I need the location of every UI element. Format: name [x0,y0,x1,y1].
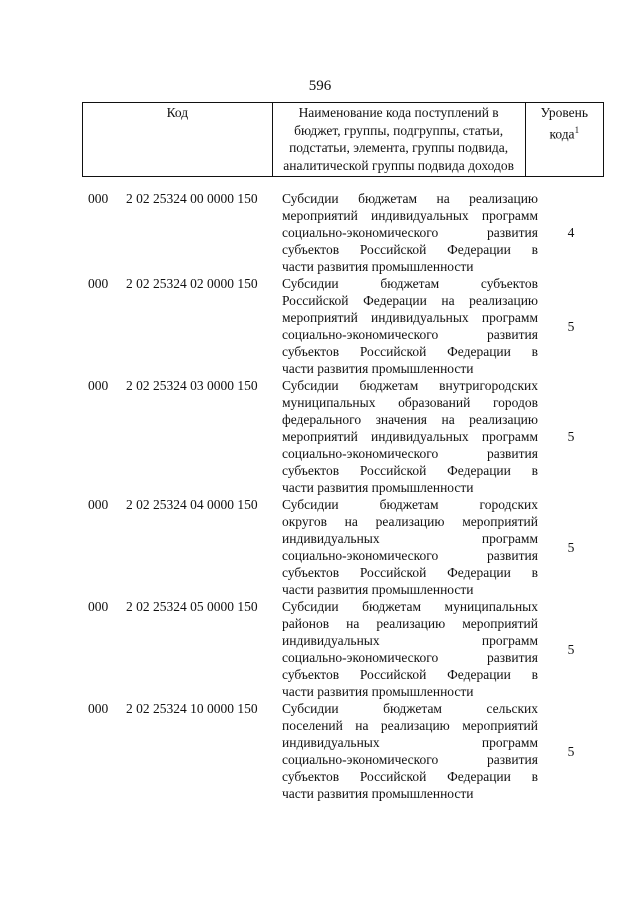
code-level: 5 [567,318,575,334]
income-name-line: муниципальных образований городов [282,395,538,410]
income-name-line: социально-экономического развития [282,225,538,240]
income-name-line: субъектов Российской Федерации в [282,565,538,580]
income-name-line: социально-экономического развития [282,548,538,563]
income-name-line: социально-экономического развития [282,752,538,767]
code-level: 5 [567,641,575,657]
admin-code: 000 [88,378,109,393]
income-name-line: части развития промышленности [282,361,474,376]
income-name-line: части развития промышленности [282,786,474,801]
income-name [282,700,538,802]
income-code: 2 02 25324 03 0000 150 [126,378,258,393]
admin-code: 000 [88,701,109,716]
income-name-line: Субсидии бюджетам сельских [282,701,538,716]
income-name-line: индивидуальных программ [282,633,538,648]
code-level: 5 [567,429,575,444]
header-name-line: Наименование кода поступлений в [298,105,499,120]
income-name-line: Субсидии бюджетам муниципальных [282,599,538,614]
income-name [282,377,538,496]
income-name-line: индивидуальных программ [282,531,538,546]
table-body [88,190,604,802]
income-name-line: федерального значения на реализацию [282,412,538,427]
income-code: 2 02 25324 10 0000 150 [126,701,258,716]
income-name-line: субъектов Российской Федерации в [282,463,538,478]
income-name-line: части развития промышленности [282,480,474,495]
header-name-line: бюджет, группы, подгруппы, статьи, [294,122,504,138]
income-name-line: социально-экономического развития [282,446,538,461]
income-name [282,275,538,377]
income-name-line: части развития промышленности [282,684,474,699]
income-name-line: субъектов Российской Федерации в [282,769,538,784]
income-name-line: районов на реализацию мероприятий [282,616,538,631]
admin-code: 000 [88,191,109,206]
header-level [525,103,603,177]
income-name-line: социально-экономического развития [282,327,538,342]
footnote-marker: 1 [574,124,580,135]
income-name-line: Российской Федерации на реализацию [282,293,538,308]
income-code: 2 02 25324 02 0000 150 [126,276,258,291]
table-row [88,275,604,377]
page-number: 596 [308,78,332,94]
header-code: Код [83,103,273,177]
income-name-line: субъектов Российской Федерации в [282,344,538,359]
income-code: 2 02 25324 04 0000 150 [126,497,258,512]
table-row [88,496,604,598]
income-name-line: поселений на реализацию мероприятий [282,718,538,733]
header-level-line2 [529,122,600,143]
header-name-line: подстатьи, элемента, группы подвида, [289,140,509,155]
income-name-line: мероприятий индивидуальных программ [282,208,538,223]
income-name-line: части развития промышленности [282,259,474,274]
table-header [82,102,604,177]
income-name-line: индивидуальных программ [282,735,538,750]
income-name-line: субъектов Российской Федерации в [282,242,538,257]
header-name [272,103,525,177]
income-name [282,496,538,598]
table-row [88,190,604,275]
header-name-line: аналитической группы подвида доходов [283,157,514,173]
income-name-line: части развития промышленности [282,582,474,597]
admin-code: 000 [88,497,109,512]
income-name [282,598,538,700]
income-name-line: социально-экономического развития [282,650,538,665]
income-name-line: мероприятий индивидуальных программ [282,310,538,325]
income-name-line: мероприятий индивидуальных программ [282,429,538,444]
income-code: 2 02 25324 00 0000 150 [126,191,258,206]
income-name-line: субъектов Российской Федерации в [282,667,538,682]
code-level: 5 [567,539,575,555]
income-name-line: Субсидии бюджетам субъектов [282,276,538,291]
table-row [88,598,604,700]
code-level: 4 [567,225,575,240]
table-row [88,700,604,802]
income-name [282,190,538,275]
income-name-line: Субсидии бюджетам внутригородских [282,378,538,393]
table-row [88,377,604,496]
admin-code: 000 [88,276,109,291]
income-name-line: Субсидии бюджетам городских [282,497,538,512]
code-level: 5 [567,743,575,759]
income-name-line: Субсидии бюджетам на реализацию [282,191,538,206]
header-level-text: кода [549,126,575,141]
admin-code: 000 [88,599,109,614]
income-name-line: округов на реализацию мероприятий [282,514,538,529]
header-level-line1: Уровень [540,105,589,120]
income-code: 2 02 25324 05 0000 150 [126,599,258,614]
